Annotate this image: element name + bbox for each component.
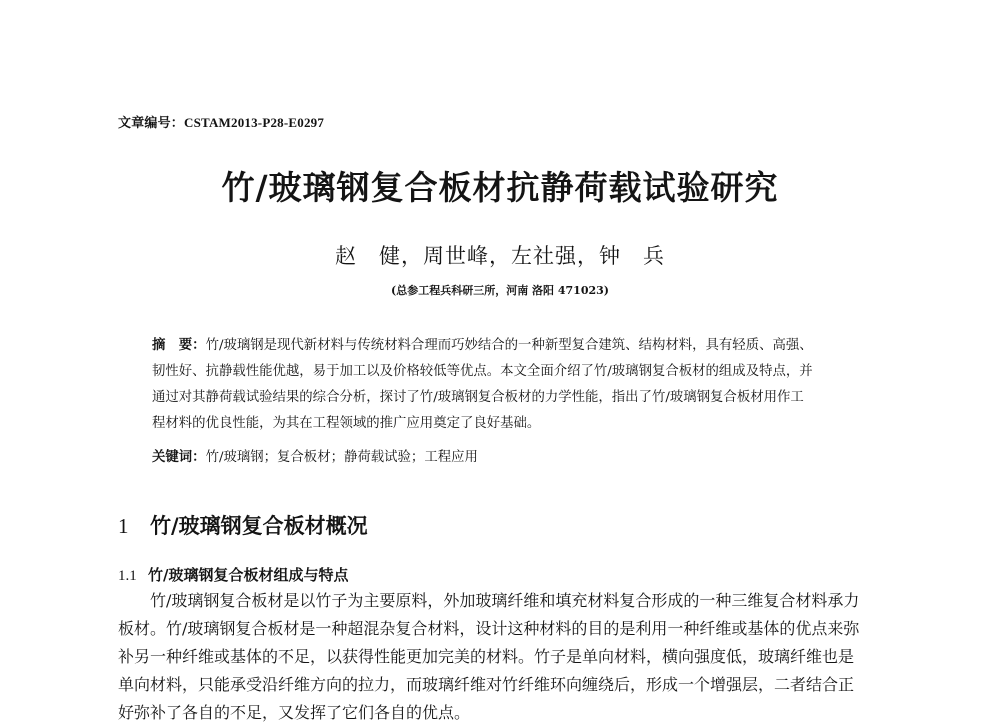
abstract-line: 通过对其静荷载试验结果的综合分析，探讨了竹/玻璃钢复合板材的力学性能，指出了竹/玻璃钢复合板材用作工 [152, 390, 804, 405]
article-number [118, 112, 324, 131]
article-number-code: CSTAM2013-P28-E0297 [184, 115, 325, 130]
subsection-title: 竹/玻璃钢复合板材组成与特点 [148, 566, 349, 584]
body-line: 板材。竹/玻璃钢复合板材是一种超混杂复合材料，设计这种材料的目的是利用一种纤维或基体的优点来弥 [118, 619, 860, 638]
section-heading [118, 510, 368, 540]
abstract-line: 程材料的优良性能，为其在工程领域的推广应用奠定了良好基础。 [152, 416, 541, 431]
keywords [152, 446, 478, 465]
body-paragraph [118, 587, 928, 727]
author-list: 赵 健，周世峰，左社强，钟 兵 [335, 244, 665, 268]
abstract-label: 摘 要： [152, 338, 206, 353]
paper-title: 竹/玻璃钢复合板材抗静荷载试验研究 [221, 168, 779, 207]
body-line: 好弥补了各自的不足，又发挥了它们各自的优点。 [118, 703, 471, 722]
body-line: 单向材料，只能承受沿纤维方向的拉力，而玻璃纤维对竹纤维环向缠绕后，形成一个增强层，二者结合正 [118, 675, 855, 694]
keywords-label: 关键词： [152, 450, 206, 465]
affiliation: (总参工程兵科研三所，河南 洛阳 471023) [391, 284, 609, 297]
abstract [152, 333, 922, 437]
subsection-number: 1.1 [118, 568, 137, 584]
abstract-text: 竹/玻璃钢是现代新材料与传统材料合理而巧妙结合的一种新型复合建筑、结构材料，具有轻质、高强、 [205, 338, 813, 353]
abstract-line: 韧性好、抗静载性能优越，易于加工以及价格较低等优点。本文全面介绍了竹/玻璃钢复合板材的组成及特点，并 [152, 364, 813, 379]
section-title: 竹/玻璃钢复合板材概况 [150, 514, 368, 538]
body-line: 补另一种纤维或基体的不足，以获得性能更加完美的材料。竹子是单向材料，横向强度低，玻璃纤维也是 [118, 647, 855, 666]
abstract-line [152, 333, 922, 359]
keywords-text: 竹/玻璃钢；复合板材；静荷载试验；工程应用 [205, 450, 478, 465]
body-line: 竹/玻璃钢复合板材是以竹子为主要原料，外加玻璃纤维和填充材料复合形成的一种三维复合材料承力 [118, 591, 860, 610]
section-number: 1 [118, 514, 129, 538]
article-number-label: 文章编号： [118, 116, 185, 131]
subsection-heading [118, 564, 348, 585]
